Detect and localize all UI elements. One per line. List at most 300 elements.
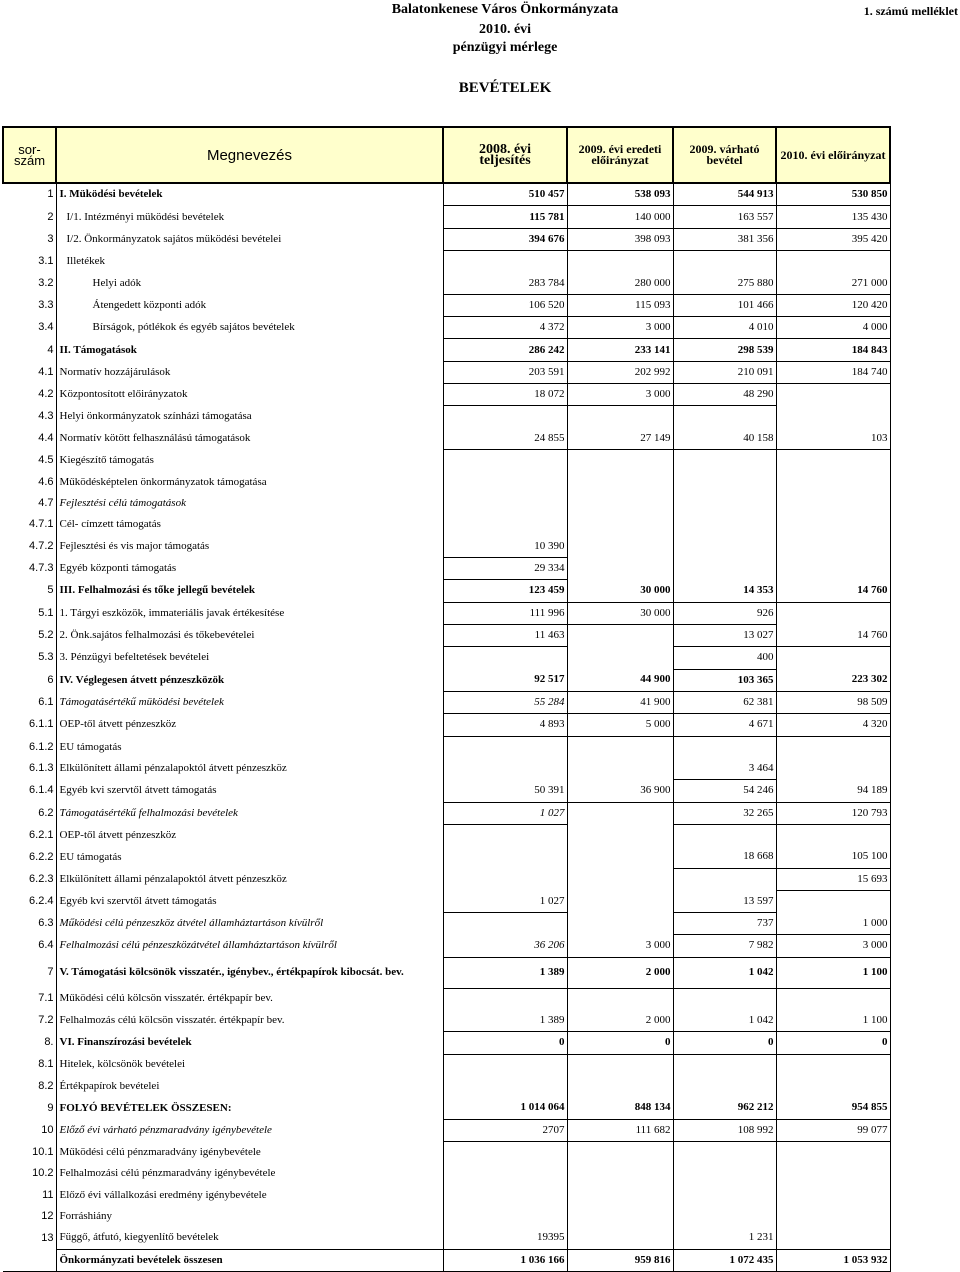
row-number: 4.2 [3,384,56,406]
value-cell [443,1054,567,1076]
table-row [3,557,890,579]
row-name: Normatív kötött felhasználású támogatások [56,428,443,450]
row-number: 11 [3,1185,56,1206]
row-number: 6.1 [3,691,56,713]
row-name: Támogatásértékű müködési bevételek [56,691,443,713]
table-row [3,514,890,535]
value-cell: 3 000 [567,384,673,406]
value-cell [567,1185,673,1206]
table-row [3,802,890,824]
value-cell [443,758,567,780]
value-cell [443,988,567,1010]
value-cell: 1 100 [776,1010,890,1032]
value-cell [443,846,567,868]
value-cell: 135 430 [776,206,890,228]
value-cell: 18 668 [673,846,776,868]
value-cell: 286 242 [443,339,567,361]
table-row [3,1185,890,1206]
value-cell: 538 093 [567,183,673,206]
value-cell: 48 290 [673,384,776,406]
table-row [3,580,890,602]
table-row [3,536,890,558]
table-row [3,957,890,988]
row-name: Forráshiány [56,1206,443,1227]
value-cell [443,1185,567,1206]
value-cell: 101 466 [673,294,776,316]
value-cell [443,736,567,758]
row-number: 4.6 [3,471,56,492]
value-cell [443,912,567,934]
table-row [3,736,890,758]
value-cell [567,647,673,669]
value-cell: 4 320 [776,714,890,736]
row-number: 4.7.1 [3,514,56,535]
table-row [3,988,890,1010]
value-cell: 271 000 [776,272,890,294]
table-row [3,428,890,450]
value-cell [673,988,776,1010]
table-row [3,602,890,624]
row-number: 3.3 [3,294,56,316]
table-row [3,1076,890,1097]
value-cell [776,251,890,273]
row-number: 5.3 [3,647,56,669]
value-cell [673,1185,776,1206]
value-cell: 1 027 [443,802,567,824]
value-cell: 737 [673,912,776,934]
row-name: Felhalmozási célú pénzeszközátvétel államháztartáson kívülről [56,935,443,957]
table-header-row [3,127,890,183]
value-cell [673,493,776,514]
value-cell [567,912,673,934]
row-number: 4.5 [3,450,56,472]
row-name: II. Támogatások [56,339,443,361]
value-cell: 120 793 [776,802,890,824]
value-cell [443,1076,567,1097]
value-cell: 4 671 [673,714,776,736]
value-cell [776,736,890,758]
value-cell [673,1054,776,1076]
table-row [3,384,890,406]
value-cell [776,406,890,428]
table-row [3,183,890,206]
row-name: 3. Pénzügyi befeltetések bevételei [56,647,443,669]
row-name: Előző évi vállalkozási eredmény igénybevétele [56,1185,443,1206]
col-header-no: sor- szám [3,127,56,183]
value-cell [567,536,673,558]
table-row [3,493,890,514]
value-cell [443,514,567,535]
row-number: 3.2 [3,272,56,294]
value-cell [443,471,567,492]
row-name: Egyéb kvi szervtől átvett támogatás [56,891,443,913]
value-cell [443,1141,567,1163]
row-number: 3 [3,228,56,250]
value-cell [567,891,673,913]
value-cell [443,493,567,514]
value-cell [443,450,567,472]
row-number: 4.3 [3,406,56,428]
value-cell: 2707 [443,1119,567,1141]
value-cell [567,758,673,780]
value-cell: 140 000 [567,206,673,228]
row-name: 2. Önk.sajátos felhalmozási és tőkebevételei [56,624,443,646]
value-cell: 103 [776,428,890,450]
row-number: 8.1 [3,1054,56,1076]
value-cell [567,1141,673,1163]
table-row [3,471,890,492]
row-number: 7.1 [3,988,56,1010]
row-number: 4.7.3 [3,557,56,579]
row-number: 7.2 [3,1010,56,1032]
table-row [3,846,890,868]
value-cell [776,514,890,535]
value-cell: 163 557 [673,206,776,228]
table-row [3,450,890,472]
value-cell [776,891,890,913]
value-cell: 108 992 [673,1119,776,1141]
value-cell [673,1141,776,1163]
value-cell [776,493,890,514]
table-row [3,1032,890,1054]
value-cell: 530 850 [776,183,890,206]
value-cell: 381 356 [673,228,776,250]
value-cell: 18 072 [443,384,567,406]
value-cell: 1 389 [443,1010,567,1032]
value-cell: 106 520 [443,294,567,316]
value-cell [443,251,567,273]
value-cell: 7 982 [673,935,776,957]
value-cell: 962 212 [673,1097,776,1119]
value-cell: 13 027 [673,624,776,646]
value-cell [776,557,890,579]
value-cell: 954 855 [776,1097,890,1119]
value-cell: 4 010 [673,317,776,339]
row-name: EU támogatás [56,846,443,868]
value-cell: 184 843 [776,339,890,361]
row-name: Átengedett központi adók [56,294,443,316]
value-cell: 959 816 [567,1249,673,1271]
value-cell: 4 000 [776,317,890,339]
row-number: 8. [3,1032,56,1054]
value-cell: 1 027 [443,891,567,913]
row-number: 6.2.1 [3,824,56,846]
value-cell [443,824,567,846]
table-row [3,935,890,957]
row-name: Működésképtelen önkormányzatok támogatása [56,471,443,492]
value-cell: 2 000 [567,957,673,988]
value-cell [567,406,673,428]
value-cell [443,1206,567,1227]
section-title: BEVÉTELEK [458,80,552,96]
row-number: 3.1 [3,251,56,273]
value-cell: 1 389 [443,957,567,988]
value-cell: 3 000 [776,935,890,957]
table-row [3,780,890,802]
value-cell [673,868,776,890]
value-cell: 4 372 [443,317,567,339]
row-number: 4.7 [3,493,56,514]
value-cell [776,384,890,406]
value-cell [673,736,776,758]
value-cell [567,514,673,535]
row-number: 4 [3,339,56,361]
value-cell: 123 459 [443,580,567,602]
value-cell [567,988,673,1010]
value-cell [776,1076,890,1097]
value-cell: 1 042 [673,1010,776,1032]
row-number: 7 [3,957,56,988]
value-cell: 1 000 [776,912,890,934]
row-name: Felhalmozási célú pénzmaradvány igénybevétele [56,1163,443,1184]
row-name: OEP-től átvett pénzeszköz [56,714,443,736]
row-number: 6.2.2 [3,846,56,868]
row-number: 8.2 [3,1076,56,1097]
value-cell [776,824,890,846]
value-cell: 54 246 [673,780,776,802]
table-row [3,1227,890,1249]
value-cell [673,471,776,492]
row-name: V. Támogatási kölcsönök visszatér., igénybev., értékpapírok kibocsát. bev. [56,957,443,988]
value-cell: 41 900 [567,691,673,713]
row-number: 6.2.3 [3,868,56,890]
value-cell [567,493,673,514]
row-number [3,1249,56,1271]
row-name: Helyi önkormányzatok színházi támogatása [56,406,443,428]
value-cell: 99 077 [776,1119,890,1141]
value-cell [673,514,776,535]
revenue-table [2,126,891,1272]
value-cell: 202 992 [567,361,673,383]
value-cell [776,602,890,624]
row-name: Helyi adók [56,272,443,294]
value-cell: 1 231 [673,1227,776,1249]
row-number: 5.1 [3,602,56,624]
row-number: 6.3 [3,912,56,934]
row-name: IV. Véglegesen átvett pénzeszközök [56,669,443,691]
value-cell: 36 900 [567,780,673,802]
value-cell [673,1206,776,1227]
value-cell: 1 014 064 [443,1097,567,1119]
value-cell [567,1227,673,1249]
value-cell [776,758,890,780]
value-cell [443,1163,567,1184]
value-cell [443,406,567,428]
value-cell: 40 158 [673,428,776,450]
row-number: 4.1 [3,361,56,383]
table-row [3,1206,890,1227]
row-name: I/1. Intézményi müködési bevételek [56,206,443,228]
row-number: 5.2 [3,624,56,646]
value-cell: 398 093 [567,228,673,250]
row-number: 4.7.2 [3,536,56,558]
table-row [3,1054,890,1076]
table-row [3,912,890,934]
value-cell: 115 093 [567,294,673,316]
organization-name: Balatonkenese Város Önkormányzata [391,2,619,17]
row-name: Kiegészítő támogatás [56,450,443,472]
value-cell [776,471,890,492]
row-name: Működési célú pénzmaradvány igénybevétele [56,1141,443,1163]
table-row [3,1119,890,1141]
value-cell [673,450,776,472]
value-cell [567,1206,673,1227]
value-cell [443,647,567,669]
value-cell: 62 381 [673,691,776,713]
row-name: I. Müködési bevételek [56,183,443,206]
value-cell: 5 000 [567,714,673,736]
value-cell: 115 781 [443,206,567,228]
value-cell: 14 353 [673,580,776,602]
value-cell [567,802,673,824]
value-cell [776,1141,890,1163]
value-cell: 1 053 932 [776,1249,890,1271]
value-cell [673,1076,776,1097]
value-cell: 848 134 [567,1097,673,1119]
value-cell [776,647,890,669]
row-number: 3.4 [3,317,56,339]
value-cell: 19395 [443,1227,567,1249]
value-cell: 111 682 [567,1119,673,1141]
value-cell: 105 100 [776,846,890,868]
table-row [3,891,890,913]
value-cell: 394 676 [443,228,567,250]
value-cell [567,471,673,492]
value-cell: 15 693 [776,868,890,890]
row-name: Felhalmozás célú kölcsön visszatér. értékpapír bev. [56,1010,443,1032]
table-row [3,824,890,846]
row-name: Központosított előirányzatok [56,384,443,406]
value-cell: 223 302 [776,669,890,691]
row-name: 1. Tárgyi eszközök, immateriális javak értékesítése [56,602,443,624]
value-cell [567,450,673,472]
row-number: 4.4 [3,428,56,450]
value-cell: 103 365 [673,669,776,691]
value-cell [443,868,567,890]
value-cell: 0 [776,1032,890,1054]
value-cell [776,450,890,472]
value-cell: 30 000 [567,602,673,624]
table-row [3,868,890,890]
value-cell [567,1076,673,1097]
row-name: Elkülönített állami pénzalapoktól átvett pénzeszköz [56,868,443,890]
row-name: Elkülönített állami pénzalapoktól átvett pénzeszköz [56,758,443,780]
row-number: 6.2.4 [3,891,56,913]
value-cell [673,406,776,428]
row-name: OEP-től átvett pénzeszköz [56,824,443,846]
value-cell [776,1163,890,1184]
value-cell [776,536,890,558]
value-cell: 233 141 [567,339,673,361]
value-cell [567,1054,673,1076]
value-cell: 98 509 [776,691,890,713]
table-row [3,624,890,646]
row-number: 1 [3,183,56,206]
table-row [3,1163,890,1184]
row-name: Hitelek, kölcsönök bevételei [56,1054,443,1076]
col-header-2009-original: 2009. évi eredeti előirányzat [567,127,673,183]
value-cell [673,251,776,273]
value-cell: 50 391 [443,780,567,802]
table-row [3,361,890,383]
row-number: 6.4 [3,935,56,957]
value-cell: 1 036 166 [443,1249,567,1271]
row-name: Fejlesztési és vis major támogatás [56,536,443,558]
table-row [3,669,890,691]
row-name: Működési célú kölcsön visszatér. értékpapír bev. [56,988,443,1010]
value-cell: 3 464 [673,758,776,780]
table-row [3,691,890,713]
row-name: Egyéb kvi szervtől átvett támogatás [56,780,443,802]
value-cell: 36 206 [443,935,567,957]
value-cell: 55 284 [443,691,567,713]
table-row [3,758,890,780]
value-cell: 184 740 [776,361,890,383]
value-cell [567,736,673,758]
row-number: 6.1.3 [3,758,56,780]
row-name: Értékpapírok bevételei [56,1076,443,1097]
row-number: 10.1 [3,1141,56,1163]
table-row [3,251,890,273]
row-name: EU támogatás [56,736,443,758]
table-row [3,1010,890,1032]
value-cell [567,824,673,846]
value-cell [567,624,673,646]
value-cell: 0 [567,1032,673,1054]
row-number: 6 [3,669,56,691]
value-cell [567,846,673,868]
row-number: 5 [3,580,56,602]
value-cell: 283 784 [443,272,567,294]
table-row [3,1249,890,1271]
report-title: pénzügyi mérlege [452,40,558,55]
value-cell [567,868,673,890]
value-cell: 94 189 [776,780,890,802]
value-cell: 120 420 [776,294,890,316]
annex-label: 1. számú melléklet [863,4,958,18]
value-cell: 0 [673,1032,776,1054]
row-name: Fejlesztési célú támogatások [56,493,443,514]
row-number: 6.2 [3,802,56,824]
value-cell: 926 [673,602,776,624]
table-row [3,406,890,428]
value-cell [673,536,776,558]
value-cell [673,557,776,579]
value-cell: 275 880 [673,272,776,294]
table-row [3,647,890,669]
value-cell: 400 [673,647,776,669]
value-cell: 4 893 [443,714,567,736]
value-cell: 203 591 [443,361,567,383]
value-cell: 92 517 [443,669,567,691]
row-name: Bírságok, pótlékok és egyéb sajátos bevételek [56,317,443,339]
value-cell: 510 457 [443,183,567,206]
row-number: 10.2 [3,1163,56,1184]
value-cell: 14 760 [776,580,890,602]
row-name: Illetékek [56,251,443,273]
row-name: III. Felhalmozási és tőke jellegű bevételek [56,580,443,602]
value-cell: 280 000 [567,272,673,294]
value-cell [776,988,890,1010]
table-row [3,714,890,736]
row-name: FOLYÓ BEVÉTELEK ÖSSZESEN: [56,1097,443,1119]
value-cell [776,1054,890,1076]
value-cell: 13 597 [673,891,776,913]
row-name: Támogatásértékű felhalmozási bevételek [56,802,443,824]
row-name: Normatív hozzájárulások [56,361,443,383]
row-number: 2 [3,206,56,228]
row-name: Működési célú pénzeszköz átvétel államháztartáson kívülről [56,912,443,934]
